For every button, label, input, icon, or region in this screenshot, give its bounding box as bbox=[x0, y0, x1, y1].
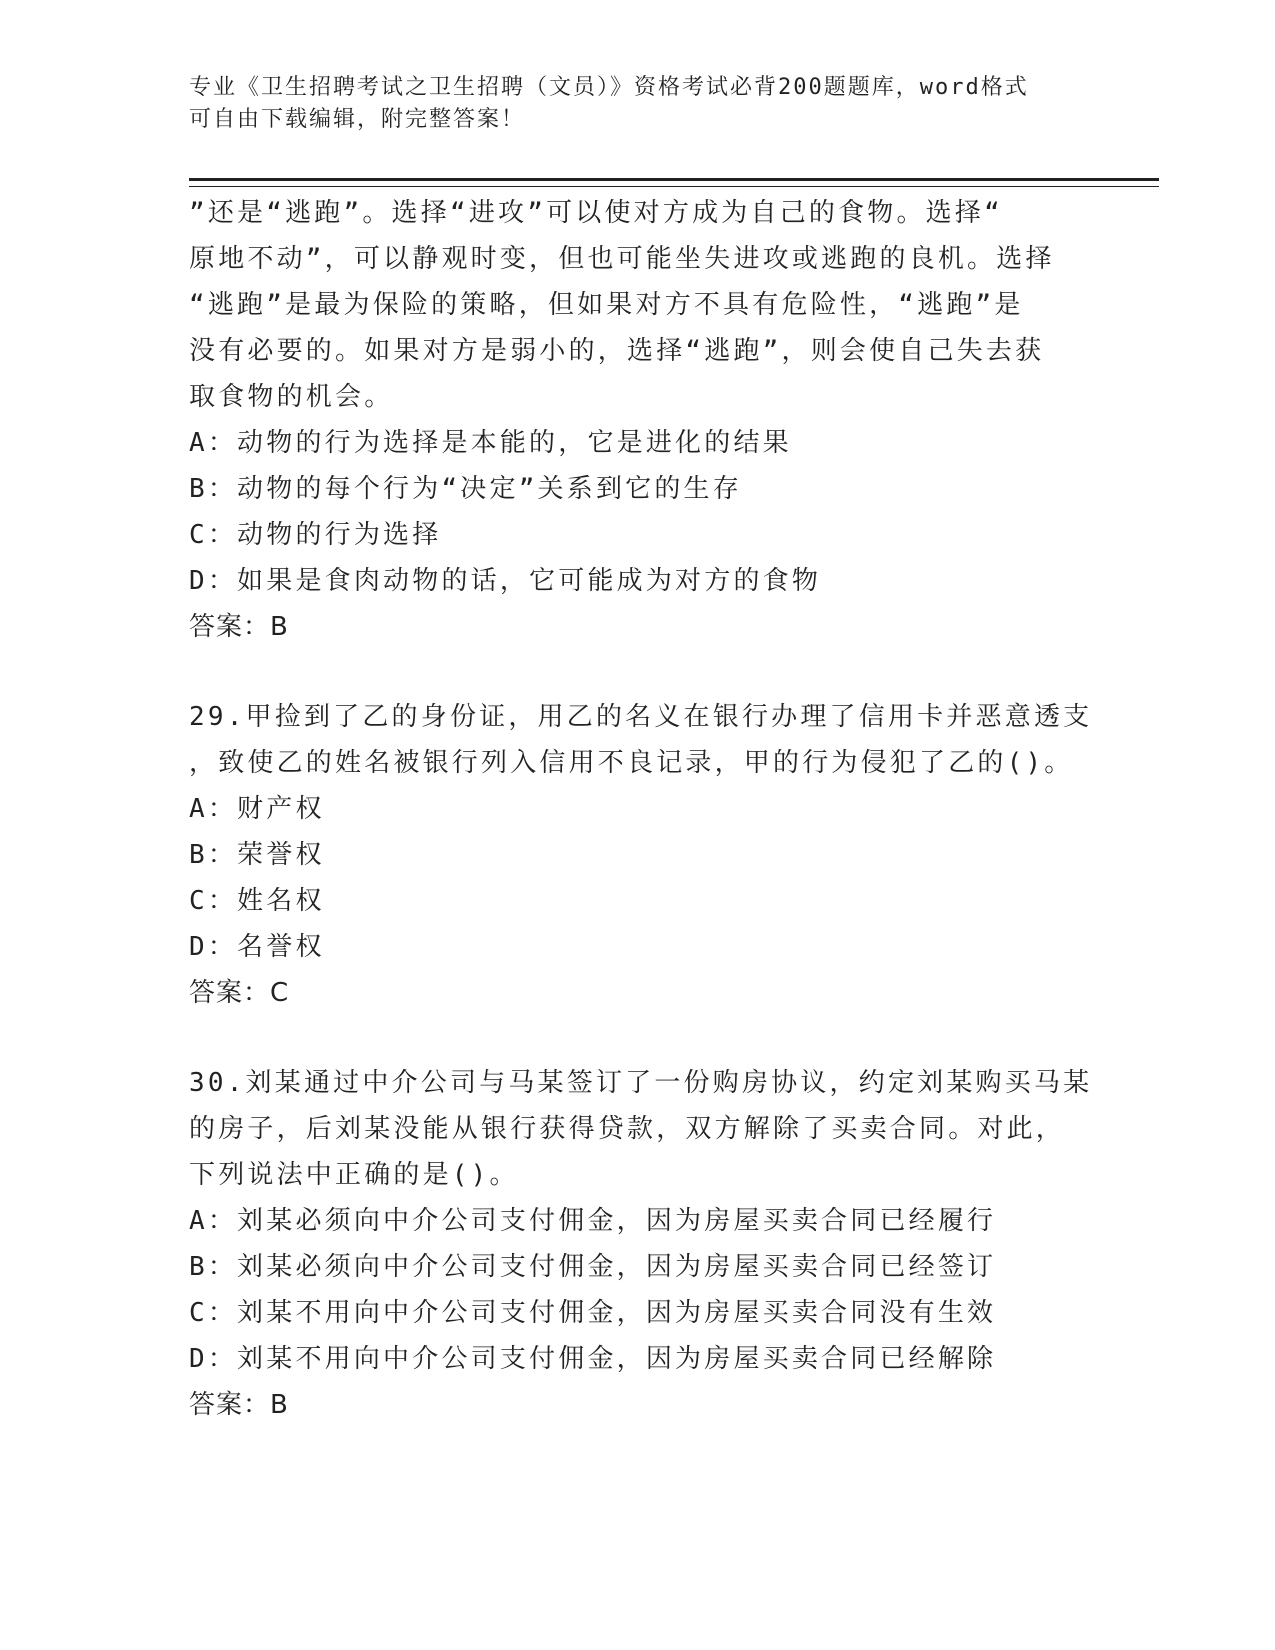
answer-line: 答案：B bbox=[189, 612, 289, 642]
option-d: D：名誉权 bbox=[189, 932, 325, 962]
document-body bbox=[189, 190, 1093, 1428]
question-stem-line: 原地不动”，可以静观时变，但也可能坐失进攻或逃跑的良机。选择 bbox=[189, 244, 1055, 274]
option-a: A：刘某必须向中介公司支付佣金，因为房屋买卖合同已经履行 bbox=[189, 1206, 997, 1236]
option-c: C：刘某不用向中介公司支付佣金，因为房屋买卖合同没有生效 bbox=[189, 1298, 997, 1328]
question-30 bbox=[189, 1060, 1093, 1428]
question-stem-line: 没有必要的。如果对方是弱小的，选择“逃跑”，则会使自己失去获 bbox=[189, 336, 1045, 366]
document-header bbox=[189, 72, 1089, 136]
option-b: B：刘某必须向中介公司支付佣金，因为房屋买卖合同已经签订 bbox=[189, 1252, 997, 1282]
question-stem-line: 下列说法中正确的是()。 bbox=[189, 1160, 519, 1190]
answer-line: 答案：C bbox=[189, 978, 290, 1008]
header-title-line-1: 专业《卫生招聘考试之卫生招聘（文员）》资格考试必背200题题库，word格式 bbox=[189, 75, 1029, 100]
option-c: C：姓名权 bbox=[189, 886, 325, 916]
option-a: A：动物的行为选择是本能的，它是进化的结果 bbox=[189, 428, 792, 458]
option-b: B：动物的每个行为“决定”关系到它的生存 bbox=[189, 474, 742, 504]
option-c: C：动物的行为选择 bbox=[189, 520, 442, 550]
question-spacer bbox=[189, 650, 1089, 694]
header-title-line-2: 可自由下载编辑，附完整答案！ bbox=[189, 107, 526, 132]
question-spacer bbox=[189, 1016, 1089, 1060]
question-stem-line: 30.刘某通过中介公司与马某签订了一份购房协议，约定刘某购买马某 bbox=[189, 1068, 1093, 1098]
question-stem-line: 的房子，后刘某没能从银行获得贷款，双方解除了买卖合同。对此， bbox=[189, 1114, 1066, 1144]
question-stem-line: ”还是“逃跑”。选择“进攻”可以使对方成为自己的食物。选择“ bbox=[189, 198, 1003, 228]
option-d: D：如果是食肉动物的话，它可能成为对方的食物 bbox=[189, 566, 822, 596]
question-29 bbox=[189, 694, 1093, 1016]
question-stem-line: “逃跑”是最为保险的策略，但如果对方不具有危险性，“逃跑”是 bbox=[189, 290, 1024, 320]
option-a: A：财产权 bbox=[189, 794, 325, 824]
option-d: D：刘某不用向中介公司支付佣金，因为房屋买卖合同已经解除 bbox=[189, 1344, 997, 1374]
question-28-continued bbox=[189, 190, 1089, 650]
header-divider bbox=[189, 178, 1159, 187]
question-stem-line: ，致使乙的姓名被银行列入信用不良记录，甲的行为侵犯了乙的()。 bbox=[189, 748, 1074, 778]
option-b: B：荣誉权 bbox=[189, 840, 325, 870]
question-stem-line: 29.甲捡到了乙的身份证，用乙的名义在银行办理了信用卡并恶意透支 bbox=[189, 702, 1093, 732]
answer-line: 答案：B bbox=[189, 1390, 289, 1420]
question-stem-line: 取食物的机会。 bbox=[189, 382, 394, 412]
